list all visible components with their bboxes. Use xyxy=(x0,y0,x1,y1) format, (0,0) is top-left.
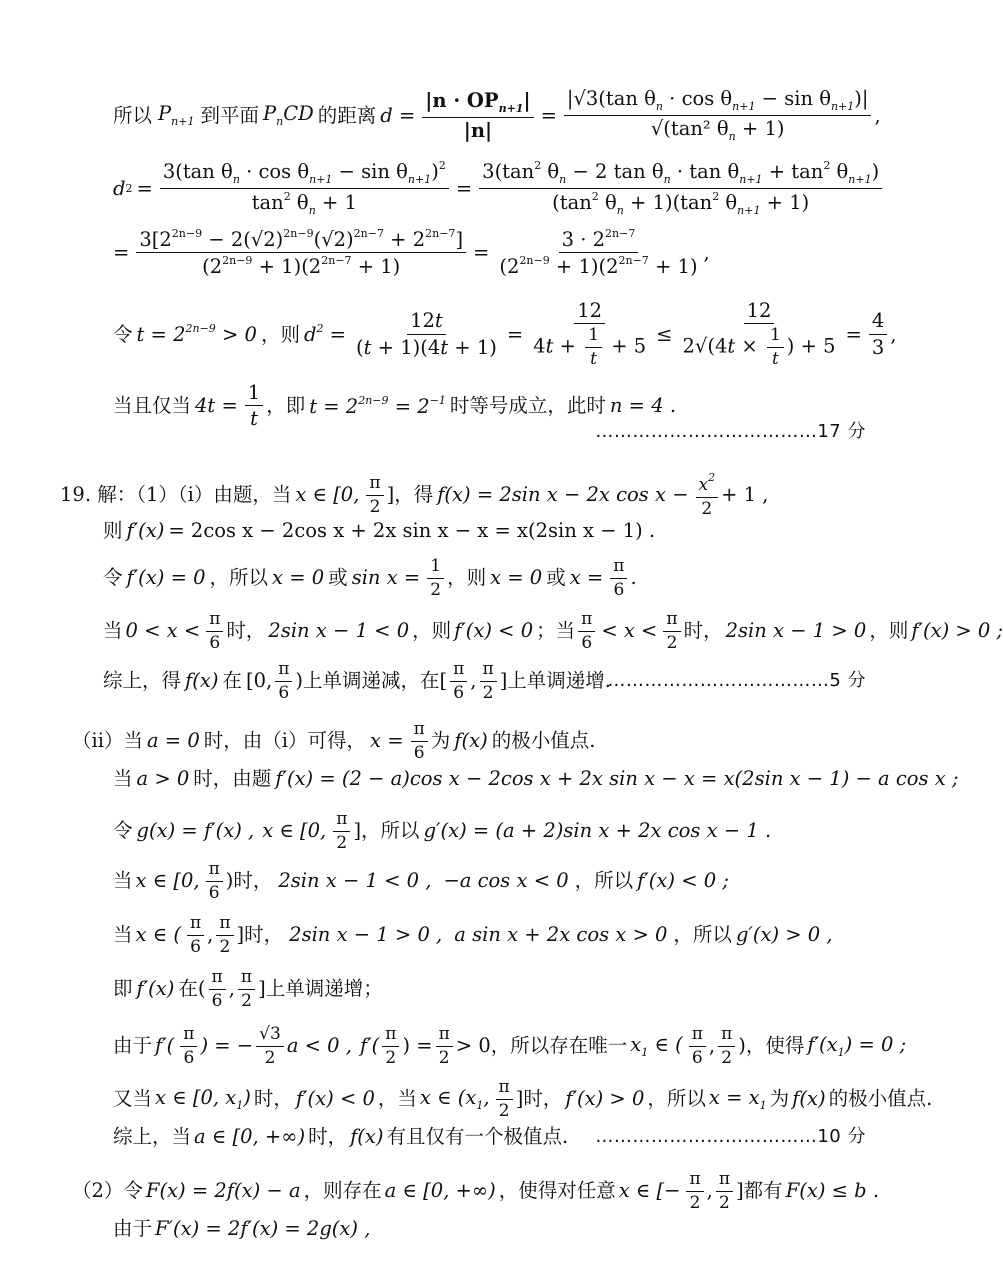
text: 由于 xyxy=(113,1034,153,1058)
q19-line: 19. 解：（1）（i）由题，当 x ∈ [0, $\frac{\pi}{2}$ ] ，得 f(x) = 2sin x − 2x cos x − $\frac{x^2}{2}$ + 1 , xyxy=(60,471,769,519)
text: 时，由题 xyxy=(193,767,272,790)
text: ，所以存在唯一 xyxy=(490,1034,628,1058)
text: ，所以 xyxy=(361,819,420,843)
text: ，则 xyxy=(447,566,487,590)
text: ，则 xyxy=(260,322,300,346)
text: · cos θ xyxy=(662,87,733,110)
text: （ii）当 xyxy=(72,729,143,753)
text: ，所以 xyxy=(574,869,634,893)
text: 上单调递增. xyxy=(507,669,611,693)
score-17: ………………………………17 分 xyxy=(595,421,866,443)
increasing-line: 即 f′(x) 在 ( $\frac{\pi}{6}$ , $\frac{\pi}{2}$ ] 上单调递增； xyxy=(113,967,383,1011)
let-t-line: 令 $t = 2^{2n-9} > 0$ ，则 $d^2$ = $\frac{12t}{(t + 1)(4t + 1)}$ = 12 4t + $\frac{1}{t}$ + 5 ≤ 12 2√(4t × $\frac{1}{t}$ ) + 5 = $\frac{4}{3}$ , xyxy=(113,299,897,370)
fraction: $\frac{|n \cdot OP_{n+1}|}{|n|}$ xyxy=(422,90,533,142)
text: 令 xyxy=(103,566,123,590)
text: 时， xyxy=(253,1087,293,1111)
text: ，则存在 xyxy=(303,1179,382,1203)
distance-line: 所以 $P_{n+1}$ 到平面 $P_nCD$ 的距离 d = $\frac{|n \cdot OP_{n+1}|}{|n|}$ = $\frac{|√3(\tan \theta_n \cdot \cos \theta_{n+1} - \sin \theta_{n+1})|}{√(\tan^2 \theta_n + 1)}$ , xyxy=(113,87,881,144)
text: 上单调递增； xyxy=(265,977,383,1001)
text: 又当 xyxy=(113,1087,153,1111)
text: 有且仅有一个极值点. xyxy=(386,1125,569,1148)
text: 的距离 xyxy=(317,103,377,127)
text: 由于 xyxy=(113,1217,153,1240)
text: （2）令 xyxy=(72,1179,143,1203)
fraction: $\frac{|√3(\tan \theta_n \cdot \cos \theta_{n+1} - \sin \theta_{n+1})|}{√(\tan^2 \theta_n + 1)}$ xyxy=(564,88,872,143)
part-ii-line: （ii）当 a = 0 时，由（i）可得， x = $\frac{\pi}{6}$ 为 f(x) 的极小值点. xyxy=(72,719,596,763)
text: 当 xyxy=(113,869,133,893)
text: |√3(tan θ xyxy=(566,87,656,110)
text: 时，由（i）可得， xyxy=(203,729,367,753)
text: 都有 xyxy=(743,1179,783,1203)
score-5: ………………………………5 分 xyxy=(607,670,866,692)
text: 综上，得 xyxy=(103,669,182,693)
text: 或 xyxy=(328,566,348,590)
text: 当 xyxy=(113,767,133,790)
text: √(tan² θ xyxy=(650,117,729,141)
text: 令 xyxy=(113,322,133,346)
text: 则 xyxy=(103,519,123,542)
summary1-line: 综上，得 f(x) 在 [0, $\frac{\pi}{6}$ ) 上单调递减，在 [ $\frac{\pi}{6}$ , $\frac{\pi}{2}$ ] 上单调递增. ………………………………5 分 xyxy=(103,659,866,703)
math: d = xyxy=(380,103,416,127)
text: ，使得对任意 xyxy=(498,1179,616,1203)
text: 的极小值点. xyxy=(491,729,596,753)
text: 在 xyxy=(178,977,198,1001)
text: 综上，当 xyxy=(113,1125,192,1148)
text: − sin θ xyxy=(755,87,831,110)
g-def-line: 令 g(x) = f′(x) , x ∈ [0, $\frac{\pi}{2}$ ] ，所以 g′(x) = (a + 2)sin x + 2x cos x − 1 . xyxy=(113,809,772,853)
score-10: ………………………………10 分 xyxy=(595,1125,866,1147)
text: 到平面 xyxy=(200,103,259,127)
text: |n| xyxy=(463,118,493,142)
text: ，则 xyxy=(412,619,452,643)
text: 时， xyxy=(683,619,723,643)
expansion-line: = $\frac{3[2^{2n-9} - 2(√2)^{2n-9}(√2)^{2n-7} + 2^{2n-7}]}{(2^{2n-9} + 1)(2^{2n-7} + 1)}$ = $\frac{3 \cdot 2^{2n-7}}{(2^{2n-9} + 1)(2^{2n-7} + 1)}$ , xyxy=(113,227,710,279)
equality-line: 当且仅当 4t = $\frac{1}{t}$ ，即 $t = 2^{2n-9} = 2^{-1}$ 时等号成立，此时 n = 4 . xyxy=(113,381,677,431)
text: ，即 xyxy=(266,394,306,418)
text: 令 xyxy=(113,819,133,843)
text: 即 xyxy=(113,977,133,1001)
text: 时， xyxy=(308,1125,348,1148)
text: 上单调递减，在 xyxy=(302,669,440,693)
text: 当且仅当 xyxy=(113,394,192,418)
text: ，所以 xyxy=(209,566,269,590)
text: 的极小值点. xyxy=(828,1087,933,1111)
text: ；当 xyxy=(536,619,576,643)
roots-line: 令 f′(x) = 0 ，所以 x = 0 或 sin x = $\frac{1}{2}$ ，则 x = 0 或 x = $\frac{\pi}{6}$ . xyxy=(103,556,637,600)
text: ，使得 xyxy=(745,1034,805,1058)
case2-line: 当 x ∈ ( $\frac{\pi}{6}$ , $\frac{\pi}{2}$ ] 时， 2sin x − 1 > 0 , a sin x + 2x cos x > 0 ，所以 g′(x) > 0 , xyxy=(113,913,833,957)
unique-root-line: 由于 f′( $\frac{\pi}{6}$ ) = − $\frac{√3}{2}$ a < 0 , f′( $\frac{\pi}{2}$ ) = $\frac{\pi}{2}$ > 0 ，所以存在唯一 $x_1$ ∈ ( $\frac{\pi}{6}$ , $\frac{\pi}{2}$ ) ，使得 $f'(x_1) = 0$ ; xyxy=(113,1024,907,1068)
summary2-line: 综上，当 a ∈ [0, +∞) 时， f(x) 有且仅有一个极值点. ………………………………10 分 xyxy=(113,1125,866,1148)
math: $P_{n+1}$ xyxy=(158,102,195,129)
text: ，则 xyxy=(869,619,909,643)
text: 当 xyxy=(113,923,133,947)
case1-line: 当 x ∈ [0, $\frac{\pi}{6}$ ) 时， 2sin x − 1 < 0 , −a cos x < 0 ，所以 f′(x) < 0 ; xyxy=(113,859,729,903)
text: 为 xyxy=(769,1087,790,1111)
part2-line: （2）令 F(x) = 2f(x) − a ，则存在 a ∈ [0, +∞) ，使得对任意 x ∈ [− $\frac{\pi}{2}$ , $\frac{\pi}{2}$ ] 都有 F(x) ≤ b . xyxy=(72,1169,880,1213)
again-line: 又当 x ∈ [0, $x_1$) 时， f′(x) < 0 ，当 x ∈ ($x_1$, $\frac{\pi}{2}$ ] 时， f′(x) > 0 ，所以 $x = x_1$ 为 f(x) 的极小值点. xyxy=(113,1077,933,1121)
text: ，当 xyxy=(377,1087,417,1111)
text: |n · OP xyxy=(425,88,499,112)
text: ，所以 xyxy=(673,923,732,947)
a-positive-line: 当 a > 0 时，由题 f′(x) = (2 − a)cos x − 2cos x + 2x sin x − x = x(2sin x − 1) − a cos x ; xyxy=(113,767,959,790)
deriv-line: 则 f′(x) = 2cos x − 2cos x + 2x sin x − x = x(2sin x − 1) . xyxy=(103,519,656,542)
text: 时， xyxy=(226,619,266,643)
text: 或 xyxy=(546,566,566,590)
text: = 2cos x − 2cos x + 2x sin x − x = x(2sin x − 1) . xyxy=(168,519,656,542)
d-squared-line: d 2 = $\frac{3(\tan \theta_n \cdot \cos \theta_{n+1} - \sin \theta_{n+1})^2}{\tan^2 \theta_n + 1}$ = $\frac{3(\tan^2 \theta_n - 2 \tan \theta_n \cdot \tan \theta_{n+1} + \tan^2 \theta_{n+1})}{(\tan^2 \theta_n + 1)(\tan^2 \theta_{n+1} + 1)}$ xyxy=(113,160,942,217)
text: 在 xyxy=(222,669,242,693)
text: 19. 解：（1）（i）由题，当 xyxy=(60,483,292,507)
text: ，得 xyxy=(394,483,434,507)
text: 时， xyxy=(233,869,273,893)
last-line: 由于 F′(x) = 2f′(x) = 2g(x) , xyxy=(113,1217,371,1240)
text: 时等号成立，此时 xyxy=(449,394,606,418)
text: 时， xyxy=(523,1087,563,1111)
text: 为 xyxy=(430,729,451,753)
text: 所以 xyxy=(113,103,153,127)
text: ，所以 xyxy=(647,1087,706,1111)
math: $P_nCD$ xyxy=(262,102,314,129)
text: 时， xyxy=(244,923,284,947)
text: 当 xyxy=(103,619,123,643)
monotonic-line: 当 0 < x < $\frac{\pi}{6}$ 时， 2sin x − 1 < 0 ，则 f′(x) < 0 ；当 $\frac{\pi}{6}$ < x < $\frac{\pi}{2}$ 时， 2sin x − 1 > 0 ，则 f′(x) > 0 ; xyxy=(103,609,1003,653)
